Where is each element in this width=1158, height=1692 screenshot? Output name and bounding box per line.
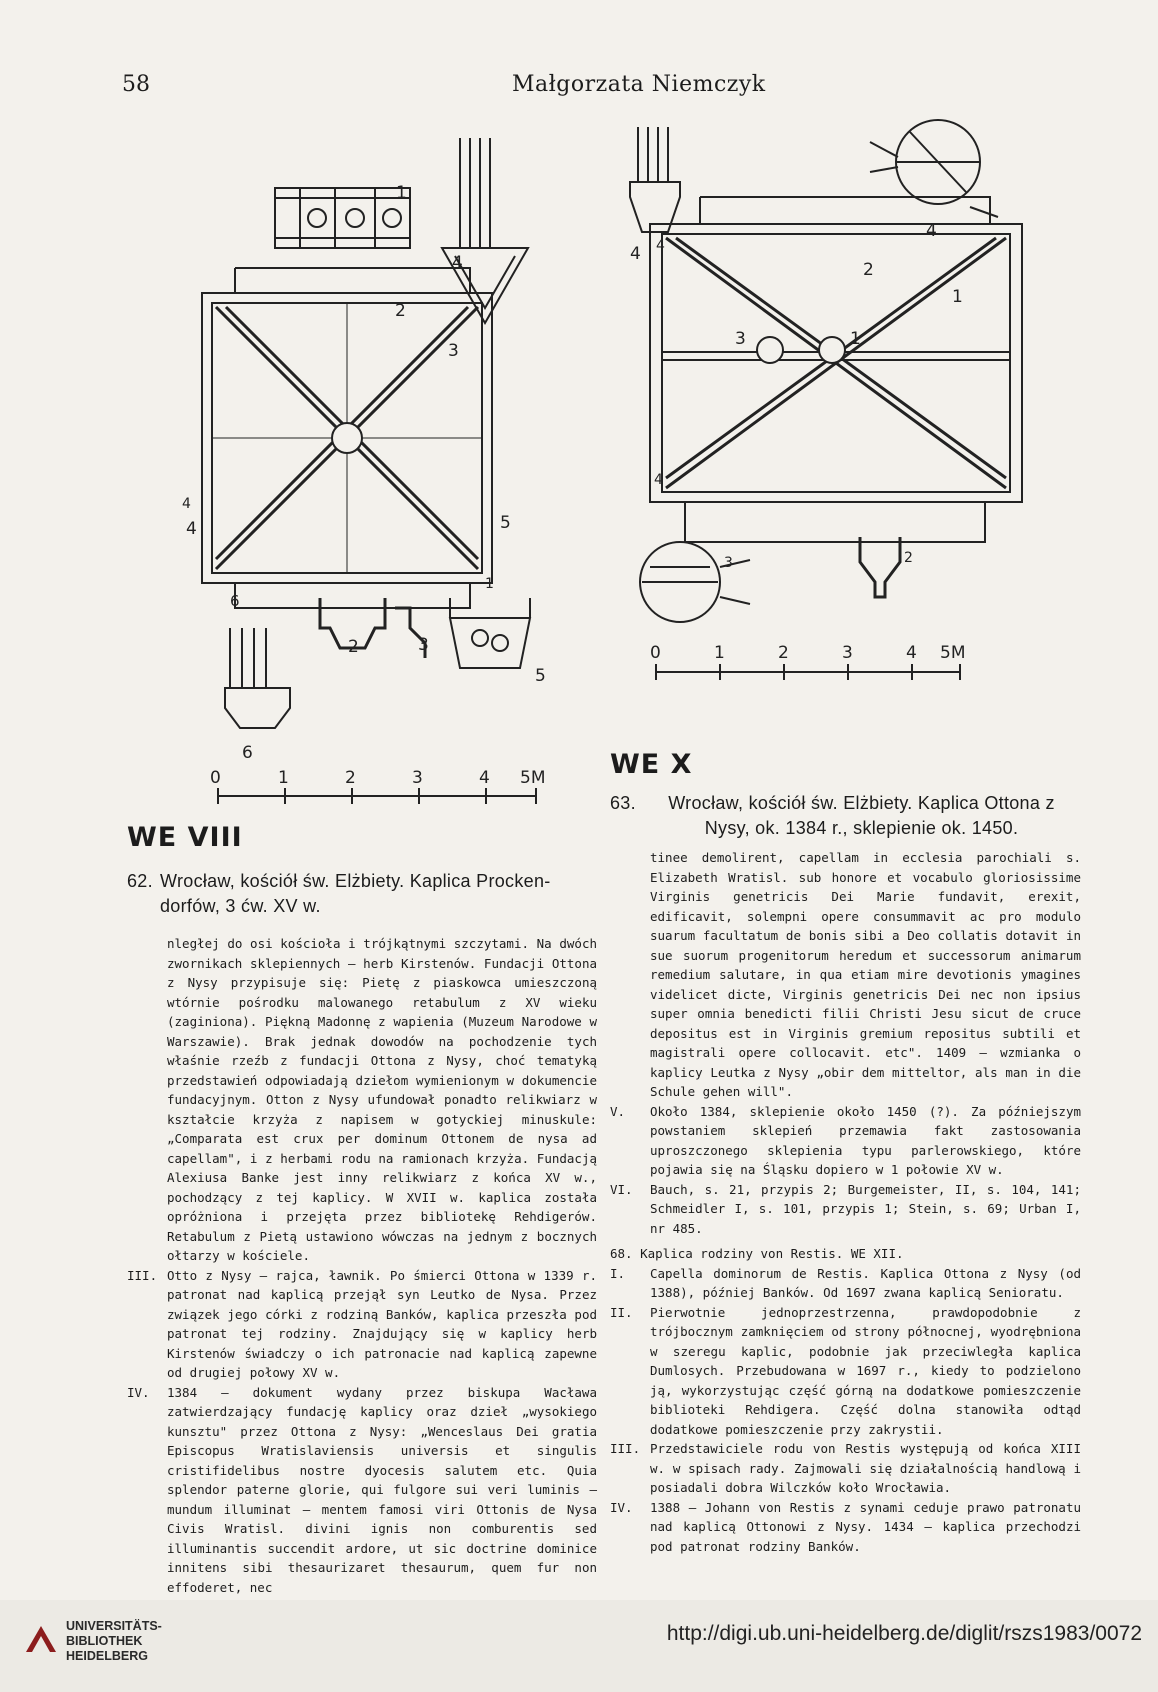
callout-6: 6 [230,592,240,610]
scale-tick-5m: 5M [940,643,966,663]
entry-68-heading: 68. Kaplica rodziny von Restis. WE XII. [610,1246,904,1261]
callout-3: 3 [735,329,746,349]
corbel-detail-6 [225,628,290,728]
scale-tick-3: 3 [412,768,423,788]
scale-tick-0: 0 [210,768,221,788]
scale-tick-0: 0 [650,643,661,663]
scale-tick-4: 4 [479,768,490,788]
callout-4b: 4 [186,519,197,539]
caption-number: 63. [610,793,636,813]
entry-text: Capella dominorum de Restis. Kaplica Ottona z Nysy (od 1388), później Banków. Od 1697 zwana kaplicą Senioratu. [650,1265,1081,1300]
entry-i [610,1264,1081,1303]
entry-mark: III. [127,1267,158,1283]
callout-2: 2 [395,301,406,321]
boss-detail-1 [275,188,410,248]
caption-number: 62. [127,871,153,891]
scale-bar-left [210,768,545,804]
entry-mark: I. [610,1265,626,1281]
figure-label-we-viii: WE VIII [127,822,243,853]
page-number: 58 [122,72,150,97]
scale-tick-4: 4 [906,643,917,663]
entry-iii [610,1439,1081,1498]
library-name [66,1619,162,1664]
scale-tick-2: 2 [778,643,789,663]
entry-text: Około 1384, sklepienie około 1450 (?). Za późniejszym powstaniem sklepień przemawia fakt zastosowania uproszczonego sklepienia typu parlerowskiego, które pojawia się na Śląsku dopiero w 1 połowie XV w. [650,1103,1081,1177]
boss-detail-3 [640,542,750,622]
entry-mark: III. [610,1441,641,1456]
scale-tick-2: 2 [345,768,356,788]
boss-3 [757,337,783,363]
callout-2b: 2 [348,637,359,657]
callout-1b: 1 [485,576,494,592]
callout-3: 3 [448,341,459,361]
central-boss [332,423,362,453]
entry-mark: IV. [127,1384,150,1400]
entry-v [610,1102,1081,1180]
callout-1b: 1 [850,329,861,349]
entry-iv [127,1383,597,1598]
source-url-link[interactable]: http://digi.ub.uni-heidelberg.de/diglit/rszs1983/0072 [666,1622,1142,1645]
callout-4b: 4 [630,244,641,264]
entry-text: 1388 — Johann von Restis z synami ceduje prawo patronatu nad kaplicą Ottonowi z Nysy. 1434 — kaplica przechodzi pod patronat rodziny Banków. [650,1499,1081,1554]
callout-1: 1 [952,287,963,307]
figure-label-we-x: WE X [610,749,693,780]
corbel-detail-4 [630,127,680,232]
callout-4c: 4 [656,238,665,254]
callout-5b: 5 [535,666,546,686]
scale-tick-1: 1 [714,643,725,663]
callout-4: 4 [452,253,463,273]
callout-1: 1 [396,183,407,203]
callout-2: 2 [863,260,874,280]
callout-4d: 4 [654,472,663,488]
text-column-left [127,934,597,1597]
entry-text: Otto z Nysy — rajca, ławnik. Po śmierci Ottona w 1339 r. patronat nad kaplicą przejął syn Leutko de Nysa. Przez związek jego córki z rodziną Banków, kaplica przeszła pod patronat tej rodziny. Znajdujący się w kaplicy herb Kirstenów świadczy o ich patronacie nad kaplicą zapewne od drugiej połowy XV w. [167,1267,597,1380]
entry-text: Przedstawiciele rodu von Restis występują od końca XIII w. w spisach rady. Zajmowali się działalnością handlową i posiadali dobra Wilczków koło Wrocławia. [650,1441,1081,1495]
library-footer [0,1600,1158,1692]
entry-vi [610,1180,1081,1239]
paragraph-continued: tinee demolirent, capellam in ecclesia parochiali s. Elizabeth Wratisl. sub honore et vocabulo gloriosissime Virginis genetricis Dei Marie fundavit, erexit, edificavit, solempni opere consummavit ac pro modulo suarum facultatum de bonis sibi a Deo collatis dotavit in sue suorum progenitorum heredum et successorum animarum remedium salutare, in qua etiam mire devotionis ymagines videlicet dicte, Virginis genetricis Dei nec non ipsius super omnia benedicti filii Christi Jesu sicut de cruce depositus est in Virginis gremium repositus subtili et magistrali opere collocavit. etc". 1409 — wzmianka o kaplicy Leutka z Nysy „obir dem mitteltor, als man in die Schule gehen will". [650,850,1081,1099]
figure-we-viii [180,128,600,818]
library-name-line-1: UNIVERSITÄTS- [66,1619,162,1633]
entry-mark: IV. [610,1499,633,1515]
figure-we-x [620,112,1070,752]
scale-tick-3: 3 [842,643,853,663]
scale-tick-1: 1 [278,768,289,788]
callout-3b: 3 [418,635,429,655]
caption-fig-62 [127,869,597,919]
pendant-detail-4 [442,138,528,323]
library-name-line-3: HEIDELBERG [66,1649,148,1663]
caption-text: Wrocław, kościół św. Elżbiety. Kaplica Prockendorfów, 3 ćw. XV w. [160,871,551,916]
library-name-line-2: BIBLIOTHEK [66,1634,143,1648]
entry-mark: II. [610,1304,633,1320]
callout-2b: 2 [904,550,913,566]
entry-mark: VI. [610,1181,633,1197]
boss-detail-1 [870,120,998,217]
text-column-right [610,848,1081,1556]
callout-6b: 6 [242,743,253,763]
entry-text: 1384 — dokument wydany przez biskupa Wacława zatwierdzający fundację kaplicy oraz dzieł „wysokiego kunsztu" przez Ottona z Nysy: „Wenceslaus Dei gratia Episcopus Wratislaviensis universis et singulis cristifidelibus nostre dyocesis salutem etc. Quia splendor paterne glorie, qui fulgore sui veri luminis — mundum illuminat — mentem famosi viri Ottonis de Nysa Civis Wratisl. divini ignis non comburentis sed illuminantis succendit ardore, ut sic doctrine dominice innitens sibi thesaurizaret thesaurum, quem fur non effoderet, nec [167,1384,597,1595]
entry-text: Bauch, s. 21, przypis 2; Burgemeister, II, s. 104, 141; Schmeidler I, s. 101, przypis 1; Stein, s. 69; Urban I, nr 485. [650,1181,1081,1236]
entry-ii [610,1303,1081,1440]
callout-4c: 4 [182,496,191,512]
entry-mark: V. [610,1103,626,1119]
entry-iv [610,1498,1081,1557]
entry-text: Pierwotnie jednoprzestrzenna, prawdopodobnie z trójbocznym zamknięciem od strony północnej, wyodrębniona w szeregu kaplic, podobnie jak przeciwległa kaplica Dumlosych. Przebudowana w 1697 r., kiedy to podzielono ją, wykorzystując część górną na dodatkowe pomieszczenie biblioteki Rehdigera. Część dolna stanowiła odtąd dodatkowe pomieszczenie przy zakrystii. [650,1304,1081,1437]
callout-4: 4 [926,221,937,241]
callout-3b: 3 [724,555,733,571]
scale-tick-5m: 5M [520,768,546,788]
running-title: Małgorzata Niemczyk [512,72,766,97]
paragraph-continued: nległej do osi kościoła i trójkątnymi szczytami. Na dwóch zwornikach sklepiennych — herb Kirstenów. Fundacji Ottona z Nysy przypisuje się: Pietę z piaskowca umieszczoną wtórnie pośrodku malowanego retabulum z XV wieku (zaginiona). Piękną Madonnę z wapienia (Muzeum Narodowe w Warszawie). Brak jednak dowodów na pochodzenie tych właśnie rzeźb z fundacji Ottona z Nysy, choć tematyką przedstawień odpowiadają dziełom wymienionym w dokumencie fundacyjnym. Otton z Nysy ufundował ponadto relikwiarz w kształcie krzyża z napisem w gotyckiej minuskule: „Comparata est crux per dominum Ottonem de nysa ad capellam", i z herbami rodu na ramionach krzyża. Fundacją Alexiusa Banke jest inny relikwiarz z końca XV w., pochodzący z tej kaplicy. W XVII w. kaplica została opróżniona i przejęta przez bibliotekę Rehdigerów. Retabulum z Pietą ustawiono wówczas na jednym z bocznych ołtarzy w kościele. [167,936,597,1263]
library-logo-icon [22,1622,60,1660]
entry-iii [127,1266,597,1383]
caption-fig-63 [610,791,1080,841]
scale-bar-right [650,643,965,680]
rib-profile-2 [860,537,900,597]
caption-text: Wrocław, kościół św. Elżbiety. Kaplica Ottona z Nysy, ok. 1384 r., sklepienie ok. 1450. [668,793,1055,838]
callout-5: 5 [500,513,511,533]
boss-1 [819,337,845,363]
